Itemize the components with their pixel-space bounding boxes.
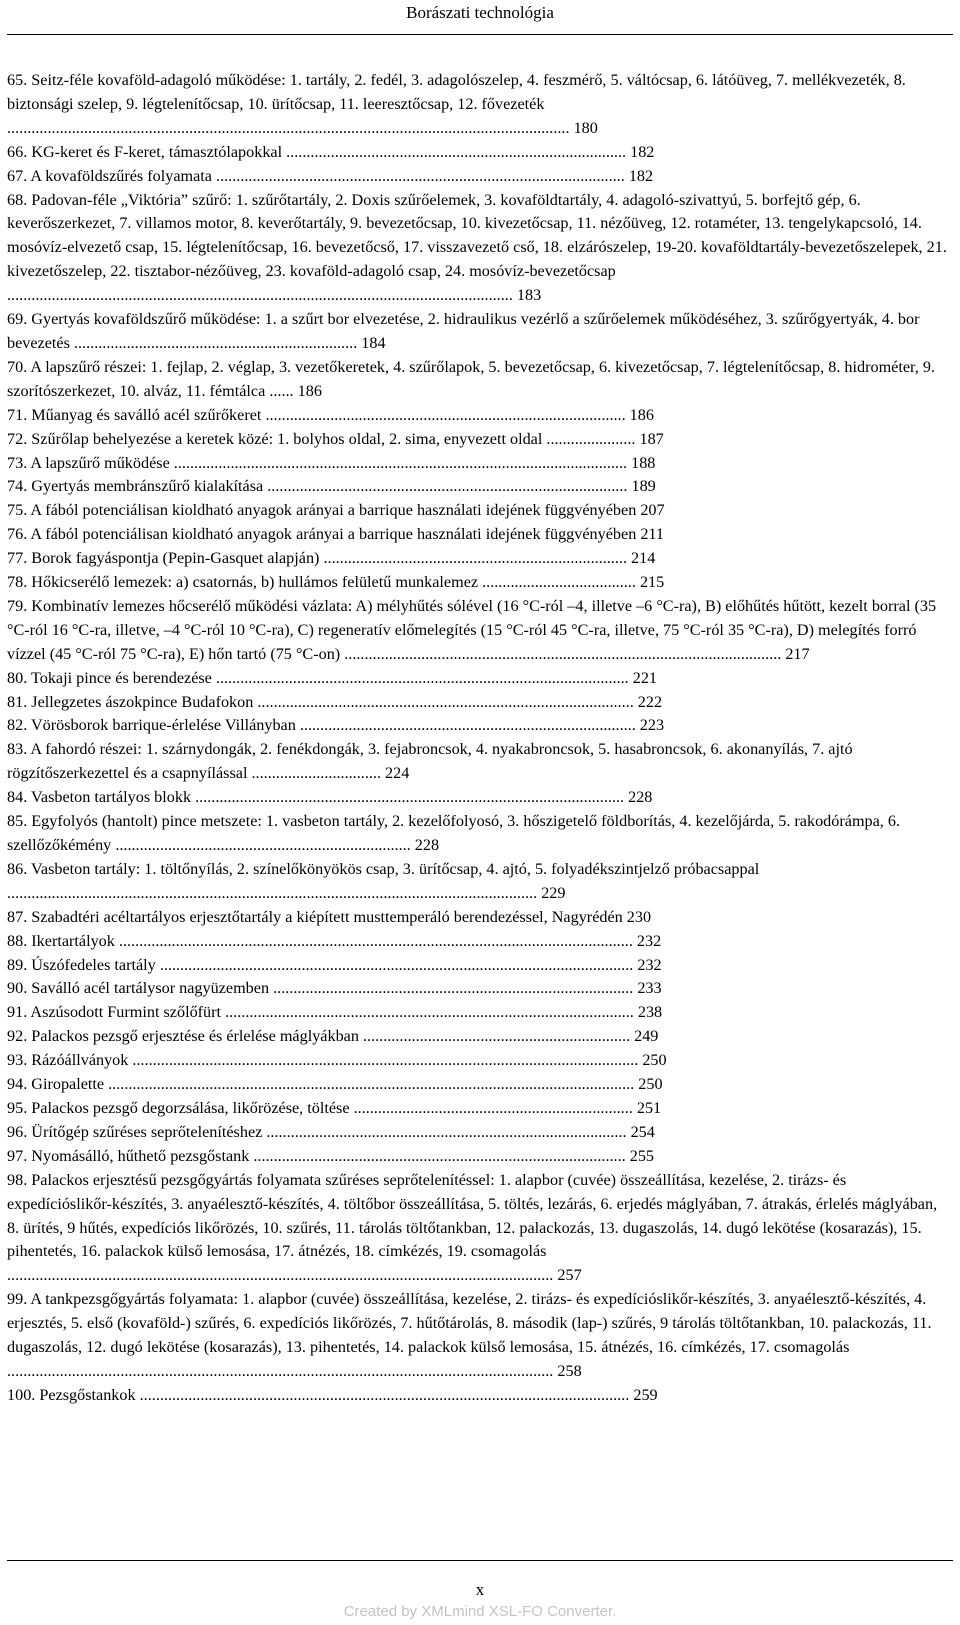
toc-entry[interactable]: 72. Szűrőlap behelyezése a keretek közé: 1. bolyhos oldal, 2. sima, enyvezett oldal ...................... 187 bbox=[7, 429, 664, 448]
toc-entry[interactable]: 81. Jellegzetes ászokpince Budafokon ............................................................................................. 222 bbox=[7, 692, 663, 711]
header-rule bbox=[7, 34, 953, 35]
toc-entry[interactable]: 66. KG-keret és F-keret, támasztólapokkal .................................................................................... 182 bbox=[7, 142, 655, 161]
toc-entry[interactable]: 93. Rázóállványok ............................................................................................................................. 250 bbox=[7, 1051, 667, 1070]
toc-entry[interactable]: 78. Hőkicserélő lemezek: a) csatornás, b) hullámos felületű munkalemez ...................................... 215 bbox=[7, 573, 665, 592]
toc-entry[interactable]: 67. A kovaföldszűrés folyamata ..................................................................................................... 182 bbox=[7, 166, 654, 185]
toc-entry[interactable]: 68. Padovan-féle „Viktória” szűrő: 1. szűrőtartály, 2. Doxis szűrőelemek, 3. kovaföldtartály, 4. adagoló-szivattyú, 5. borfejtő gép, 6. keverőszerkezet, 7. villamos motor, 8. keverőtartály, 9. bevezetőcsap, 10. kivezetőcsap, 11. nézőüveg, 12. rotaméter, 13. tengelykapcsoló, 14. mosóvíz-elvezető csap, 15. légtelenítőcsap, 16. bevezetőcső, 17. visszavezető cső, 18. elzárószelep, 19-20. kovaföldtartály-bevezetőszelepek, 21. kivezetőszelep, 22. tisztabor-nézőüveg, 23. kovaföld-adagoló csap, 24. mosóvíz-bevezetőcsap ............................................................................................................................. 183 bbox=[7, 190, 947, 305]
toc-entry[interactable]: 73. A lapszűrő működése ................................................................................................................ 188 bbox=[7, 453, 656, 472]
toc-entry[interactable]: 99. A tankpezsgőgyártás folyamata: 1. alapbor (cuvée) összeállítása, kezelése, 2. tirázs- és expedícióslikőr-készítés, 3. anyaélesztő-készítés, 4. erjesztés, 5. első (kovaföld-) szűrés, 6. expedíciós likőrözés, 7. hűtőtárolás, 8. második (lap-) szűrés, 9 tárolás töltőtankban, 10. palackozás, 11. dugaszolás, 12. dugó lekötése (kosarazás), 13. pihentetés, 14. palackok külső lemosása, 15. átnézés, 16. címkézés, 17. csomagolás ....................................................................................................................................... 258 bbox=[7, 1290, 932, 1380]
toc-entry[interactable]: 87. Szabadtéri acéltartályos erjesztőtartály a kiépített musttemperáló berendezéssel, Nagyrédén 230 bbox=[7, 907, 652, 926]
list-of-figures bbox=[7, 69, 950, 1408]
toc-entry[interactable]: 74. Gyertyás membránszűrő kialakítása ......................................................................................... 189 bbox=[7, 477, 656, 496]
toc-entry[interactable]: 100. Pezsgőstankok ......................................................................................................................... 259 bbox=[7, 1385, 658, 1404]
page-number: x bbox=[475, 1580, 485, 1599]
converter-credit: Created by XMLmind XSL-FO Converter. bbox=[343, 1603, 617, 1620]
toc-entry[interactable]: 70. A lapszűrő részei: 1. fejlap, 2. véglap, 3. vezetőkeretek, 4. szűrőlapok, 5. bevezetőcsap, 6. kivezetőcsap, 7. légtelenítőcsap, 8. hidrométer, 9. szorítószerkezet, 10. alváz, 11. fémtálca ...... 186 bbox=[7, 357, 936, 400]
toc-entry[interactable]: 88. Ikertartályok ............................................................................................................................... 232 bbox=[7, 931, 662, 950]
toc-entry[interactable]: 75. A fából potenciálisan kioldható anyagok arányai a barrique használati idejének függvényében 207 bbox=[7, 501, 665, 520]
toc-entry[interactable]: 86. Vasbeton tartály: 1. töltőnyílás, 2. színelőkönyökös csap, 3. ürítőcsap, 4. ajtó, 5. folyadékszintjelző próbacsappal ................................................................................................................................... 229 bbox=[7, 859, 760, 902]
toc-entry[interactable]: 84. Vasbeton tartályos blokk .......................................................................................................... 228 bbox=[7, 788, 653, 807]
running-title: Borászati technológia bbox=[406, 3, 554, 22]
toc-entry[interactable]: 90. Saválló acél tartálysor nagyüzemben ......................................................................................... 233 bbox=[7, 979, 662, 998]
toc-entry[interactable]: 94. Giropalette .................................................................................................................................. 250 bbox=[7, 1075, 663, 1094]
toc-entry[interactable]: 82. Vörösborok barrique-érlelése Villányban ................................................................................... 223 bbox=[7, 716, 665, 735]
toc-entry[interactable]: 89. Úszófedeles tartály ..................................................................................................................... 232 bbox=[7, 955, 662, 974]
toc-entry[interactable]: 71. Műanyag és saválló acél szűrőkeret ......................................................................................... 186 bbox=[7, 405, 654, 424]
toc-entry[interactable]: 79. Kombinatív lemezes hőcserélő működési vázlata: A) mélyhűtés sólével (16 °C-ról –4, illetve –6 °C-ra), B) előhűtés hűtött, kezelt borral (35 °C-ról 16 °C-ra, illetve, –4 °C-ról 10 °C-ra), C) regeneratív előmelegítés (15 °C-ról 45 °C-ra, illetve, 75 °C-ról 35 °C-ra), D) melegítés forró vízzel (45 °C-ról 75 °C-ra), E) hőn tartó (75 °C-on) ............................................................................................................ 217 bbox=[7, 596, 937, 663]
toc-entry[interactable]: 69. Gyertyás kovaföldszűrő működése: 1. a szűrt bor elvezetése, 2. hidraulikus vezérlő a szűrőelemek működéséhez, 3. szűrőgyertyák, 4. bor bevezetés ...................................................................... 184 bbox=[7, 310, 920, 352]
toc-entry[interactable]: 65. Seitz-féle kovaföld-adagoló működése: 1. tartály, 2. fedél, 3. adagolószelep, 4. feszmérő, 5. váltócsap, 6. látóüveg, 7. mellékvezeték, 8. biztonsági szelep, 9. légtelenítőcsap, 10. ürítőcsap, 11. leeresztőcsap, 12. fővezeték ........................................................................................................................................... 180 bbox=[7, 71, 906, 137]
page-footer bbox=[0, 1560, 960, 1625]
toc-entry[interactable]: 80. Tokaji pince és berendezése ...................................................................................................... 221 bbox=[7, 668, 658, 687]
toc-entry[interactable]: 77. Borok fagyáspontja (Pepin-Gasquet alapján) ........................................................................... 214 bbox=[7, 549, 656, 568]
toc-entry[interactable]: 92. Palackos pezsgő erjesztése és érlelése máglyákban .................................................................. 249 bbox=[7, 1027, 659, 1046]
page-header bbox=[0, 0, 960, 42]
toc-entry[interactable]: 97. Nyomásálló, hűthető pezsgőstank ............................................................................................ 255 bbox=[7, 1146, 655, 1165]
toc-entry[interactable]: 95. Palackos pezsgő degorzsálása, likőrözése, töltése ..................................................................... 251 bbox=[7, 1098, 662, 1117]
toc-entry[interactable]: 96. Ürítőgép szűréses seprőtelenítéshez ......................................................................................... 254 bbox=[7, 1122, 655, 1141]
toc-entry[interactable]: 83. A fahordó részei: 1. szárnydongák, 2. fenékdongák, 3. fejabroncsok, 4. nyakabroncsok, 5. hasabroncsok, 6. akonanyílás, 7. ajtó rögzítőszerkezettel és a csapnyílással ................................ 224 bbox=[7, 740, 853, 783]
toc-entry[interactable]: 85. Egyfolyós (hantolt) pince metszete: 1. vasbeton tartály, 2. kezelőfolyosó, 3. hőszigetelő földborítás, 4. kezelőjárda, 5. rakodórámpa, 6. szellőzőkémény ......................................................................... 228 bbox=[7, 812, 901, 854]
toc-entry[interactable]: 76. A fából potenciálisan kioldható anyagok arányai a barrique használati idejének függvényében 211 bbox=[7, 525, 665, 544]
toc-entry[interactable]: 91. Aszúsodott Furmint szőlőfürt ..................................................................................................... 238 bbox=[7, 1003, 663, 1022]
footer-rule bbox=[7, 1560, 953, 1561]
toc-entry[interactable]: 98. Palackos erjesztésű pezsgőgyártás folyamata szűréses seprőtelenítéssel: 1. alapbor (cuvée) összeállítása, kezelése, 2. tirázs- és expedícióslikőr-készítés, 3. anyaélesztő-készítés, 4. töltőbor összeállítása, 5. töltés, lezárás, 6. erjedés máglyában, 7. átrakás, érlelés máglyában, 8. ürítés, 9 hűtés, expedíciós likőrözés, 10. szűrés, 11. tárolás töltőtankban, 12. palackozás, 13. dugaszolás, 14. dugó lekötése (kosarazás), 15. pihentetés, 16. palackok külső lemosása, 17. átnézés, 18. címkézés, 19. csomagolás ....................................................................................................................................... 257 bbox=[7, 1170, 938, 1285]
